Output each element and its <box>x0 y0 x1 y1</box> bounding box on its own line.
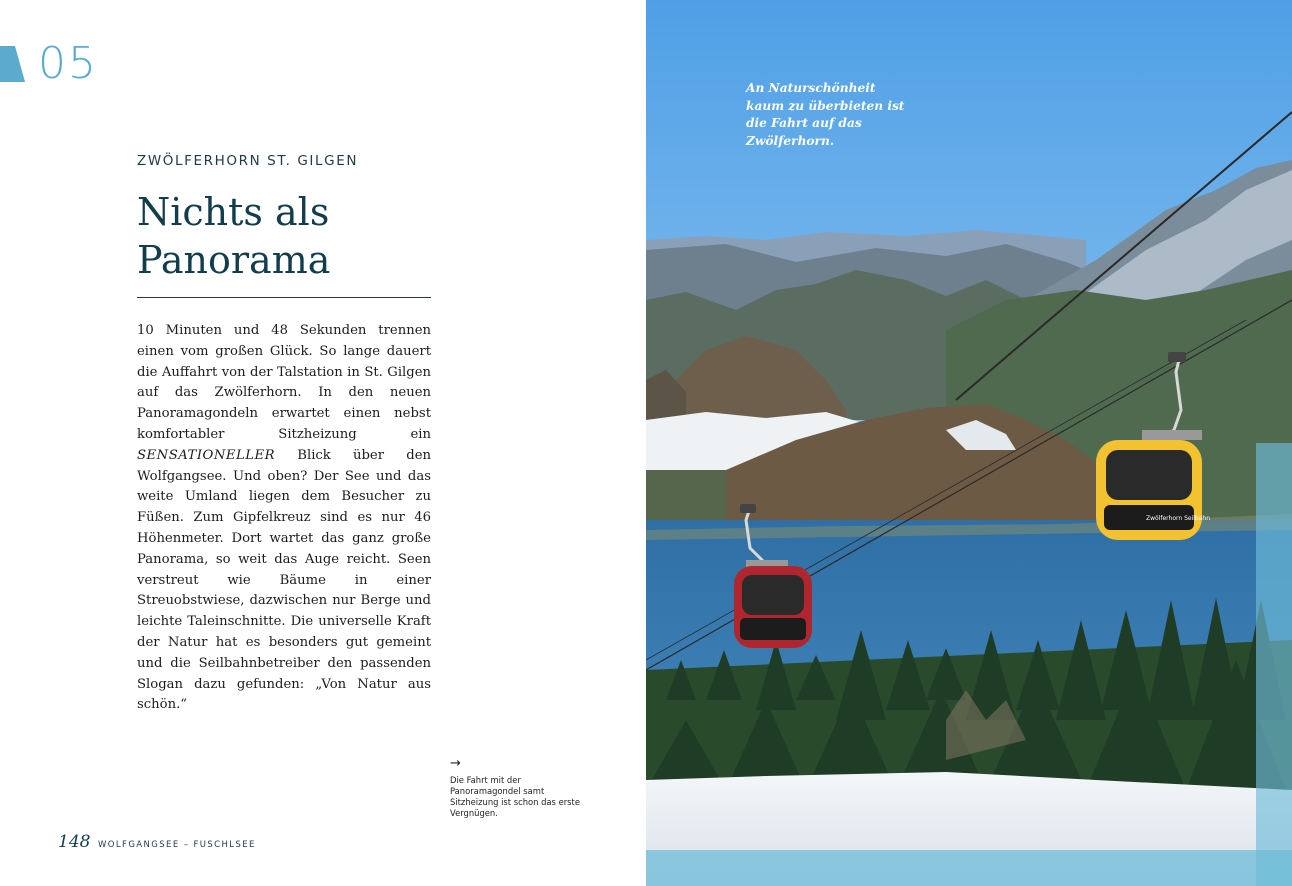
arrow-right-icon: → <box>450 756 461 771</box>
article-kicker: ZWÖLFERHORN ST. GILGEN <box>137 153 359 169</box>
article-body <box>137 321 431 716</box>
cable-car-photo <box>646 0 1292 886</box>
body-part-2: Blick über den Wolfgangsee. Und oben? Der See und das weite Umland liegen dem Besucher zu Füßen. Zum Gipfelkreuz sind es nur 46 Höhenmeter. Dort wartet das ganz große Panorama, so weit das Auge reicht. Seen verstreut wie Bäume in einer Streuobstwiese, dazwischen nur Berge und leichte Taleinschnitte. Die universelle Kraft der Natur hat es besonders gut gemeint und die Seilbahnbetreiber den passenden Slogan dazu gefunden: „Von Natur aus schön.“ <box>137 447 431 713</box>
running-head: WOLFGANGSEE – FUSCHLSEE <box>98 840 256 850</box>
chapter-marker <box>0 46 25 82</box>
chapter-number: 05 <box>38 38 98 89</box>
headline-line-1: Nichts als <box>137 190 330 234</box>
headline-line-2: Panorama <box>137 238 331 282</box>
accent-bar-bottom <box>646 850 1292 886</box>
gondola-label: Zwölferhorn Seilbahn <box>1146 515 1210 522</box>
body-part-1: 10 Minuten und 48 Sekunden trennen einen vom großen Glück. So lange dauert die Auffahrt von der Talstation in St. Gilgen auf das Zwölferhorn. In den neuen Panoramagondeln erwartet einen nebst komfortabler Sitzheizung ein <box>137 323 431 442</box>
accent-bar-right <box>1256 443 1292 886</box>
body-emphasis: SENSATIONELLER <box>137 447 276 463</box>
side-caption: Die Fahrt mit der Panoramagondel samt Sitzheizung ist schon das erste Vergnügen. <box>450 775 580 818</box>
headline-rule <box>137 297 431 298</box>
right-page <box>646 0 1292 886</box>
article-headline <box>137 188 457 284</box>
page-number: 148 <box>58 832 91 852</box>
photo-caption: An Naturschönheit kaum zu überbieten ist die Fahrt auf das Zwölferhorn. <box>746 81 905 148</box>
